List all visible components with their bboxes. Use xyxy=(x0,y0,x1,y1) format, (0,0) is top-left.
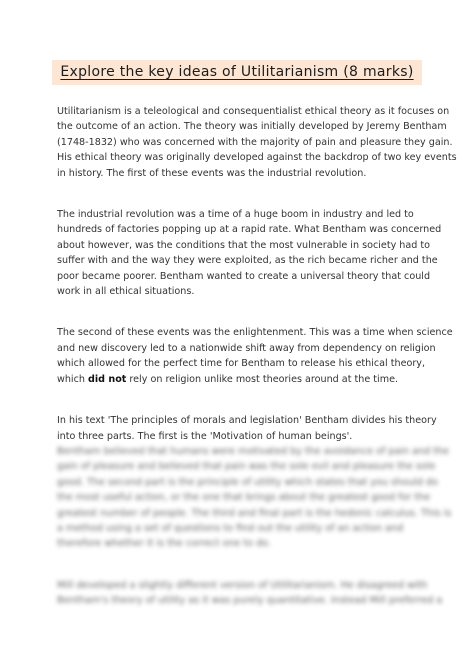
paragraph-principles xyxy=(57,413,437,444)
paragraph-enlightenment xyxy=(57,325,453,387)
text-line: gain of pleasure and believed that pain was the sole evil and pleasure the sole xyxy=(57,461,436,473)
text-line: and new discovery led to a nationwide shift away from dependency on religion xyxy=(57,342,436,354)
text-line: therefore whether it is the correct one to do. xyxy=(57,538,271,550)
document-body xyxy=(57,104,457,609)
text-line: in history. The first of these events was the industrial revolution. xyxy=(57,167,367,179)
text-line: a method using a set of questions to find out the utility of an action and xyxy=(57,522,404,534)
text-line: The second of these events was the enlightenment. This was a time when science xyxy=(57,327,453,339)
text-line: Bentham believed that humans were motivated by the avoidance of pain and the xyxy=(57,445,449,457)
page-title: Explore the key ideas of Utilitarianism (8 marks) xyxy=(52,60,421,85)
text-segment: which xyxy=(57,373,88,385)
text-line: good. The second part is the principle of utility which states that you should do xyxy=(57,476,438,488)
paragraph-blurred-bentham xyxy=(57,444,452,552)
text-line: (1748-1832) who was concerned with the majority of pain and pleasure they gain. xyxy=(57,136,453,148)
emphasis-text: did not xyxy=(88,373,127,385)
paragraph-intro xyxy=(57,104,457,181)
text-line: greatest number of people. The third and final part is the hedonic calculus. This is xyxy=(57,507,452,519)
text-line: Bentham's theory of utility as it was purely quantitative. Instead Mill preferred a xyxy=(57,595,443,607)
text-line: Utilitarianism is a teleological and consequentialist ethical theory as it focuses on xyxy=(57,106,450,117)
text-line: In his text 'The principles of morals and legislation' Bentham divides his theory xyxy=(57,415,437,427)
text-line: hundreds of factories popping up at a rapid rate. What Bentham was concerned xyxy=(57,224,442,236)
text-line: about however, was the conditions that the most vulnerable in society had to xyxy=(57,239,431,251)
text-line: work in all ethical situations. xyxy=(57,286,195,298)
text-line: Mill developed a slightly different version of Utilitarianism. He disagreed with xyxy=(57,579,428,591)
blurred-preview-section xyxy=(57,444,452,609)
paragraph-industrial-revolution xyxy=(57,207,442,299)
text-segment: rely on religion unlike most theories around at the time. xyxy=(126,373,399,385)
text-line: into three parts. The first is the 'Motivation of human beings'. xyxy=(57,430,353,442)
text-line: suffer with and the way they were exploited, as the rich became richer and the xyxy=(57,255,438,267)
text-line: the outcome of an action. The theory was initially developed by Jeremy Bentham xyxy=(57,121,447,133)
text-line-with-emphasis xyxy=(57,372,429,387)
text-line: poor became poorer. Bentham wanted to create a universal theory that could xyxy=(57,270,431,282)
text-line: the most useful action, or the one that brings about the greatest good for the xyxy=(57,492,431,504)
text-line: The industrial revolution was a time of a huge boom in industry and led to xyxy=(57,209,414,221)
title-wrapper xyxy=(0,60,474,85)
paragraph-blurred-mill xyxy=(57,578,443,609)
text-line: His ethical theory was originally developed against the backdrop of two key events xyxy=(57,152,457,164)
text-line: which allowed for the perfect time for Bentham to release his ethical theory, xyxy=(57,358,426,370)
